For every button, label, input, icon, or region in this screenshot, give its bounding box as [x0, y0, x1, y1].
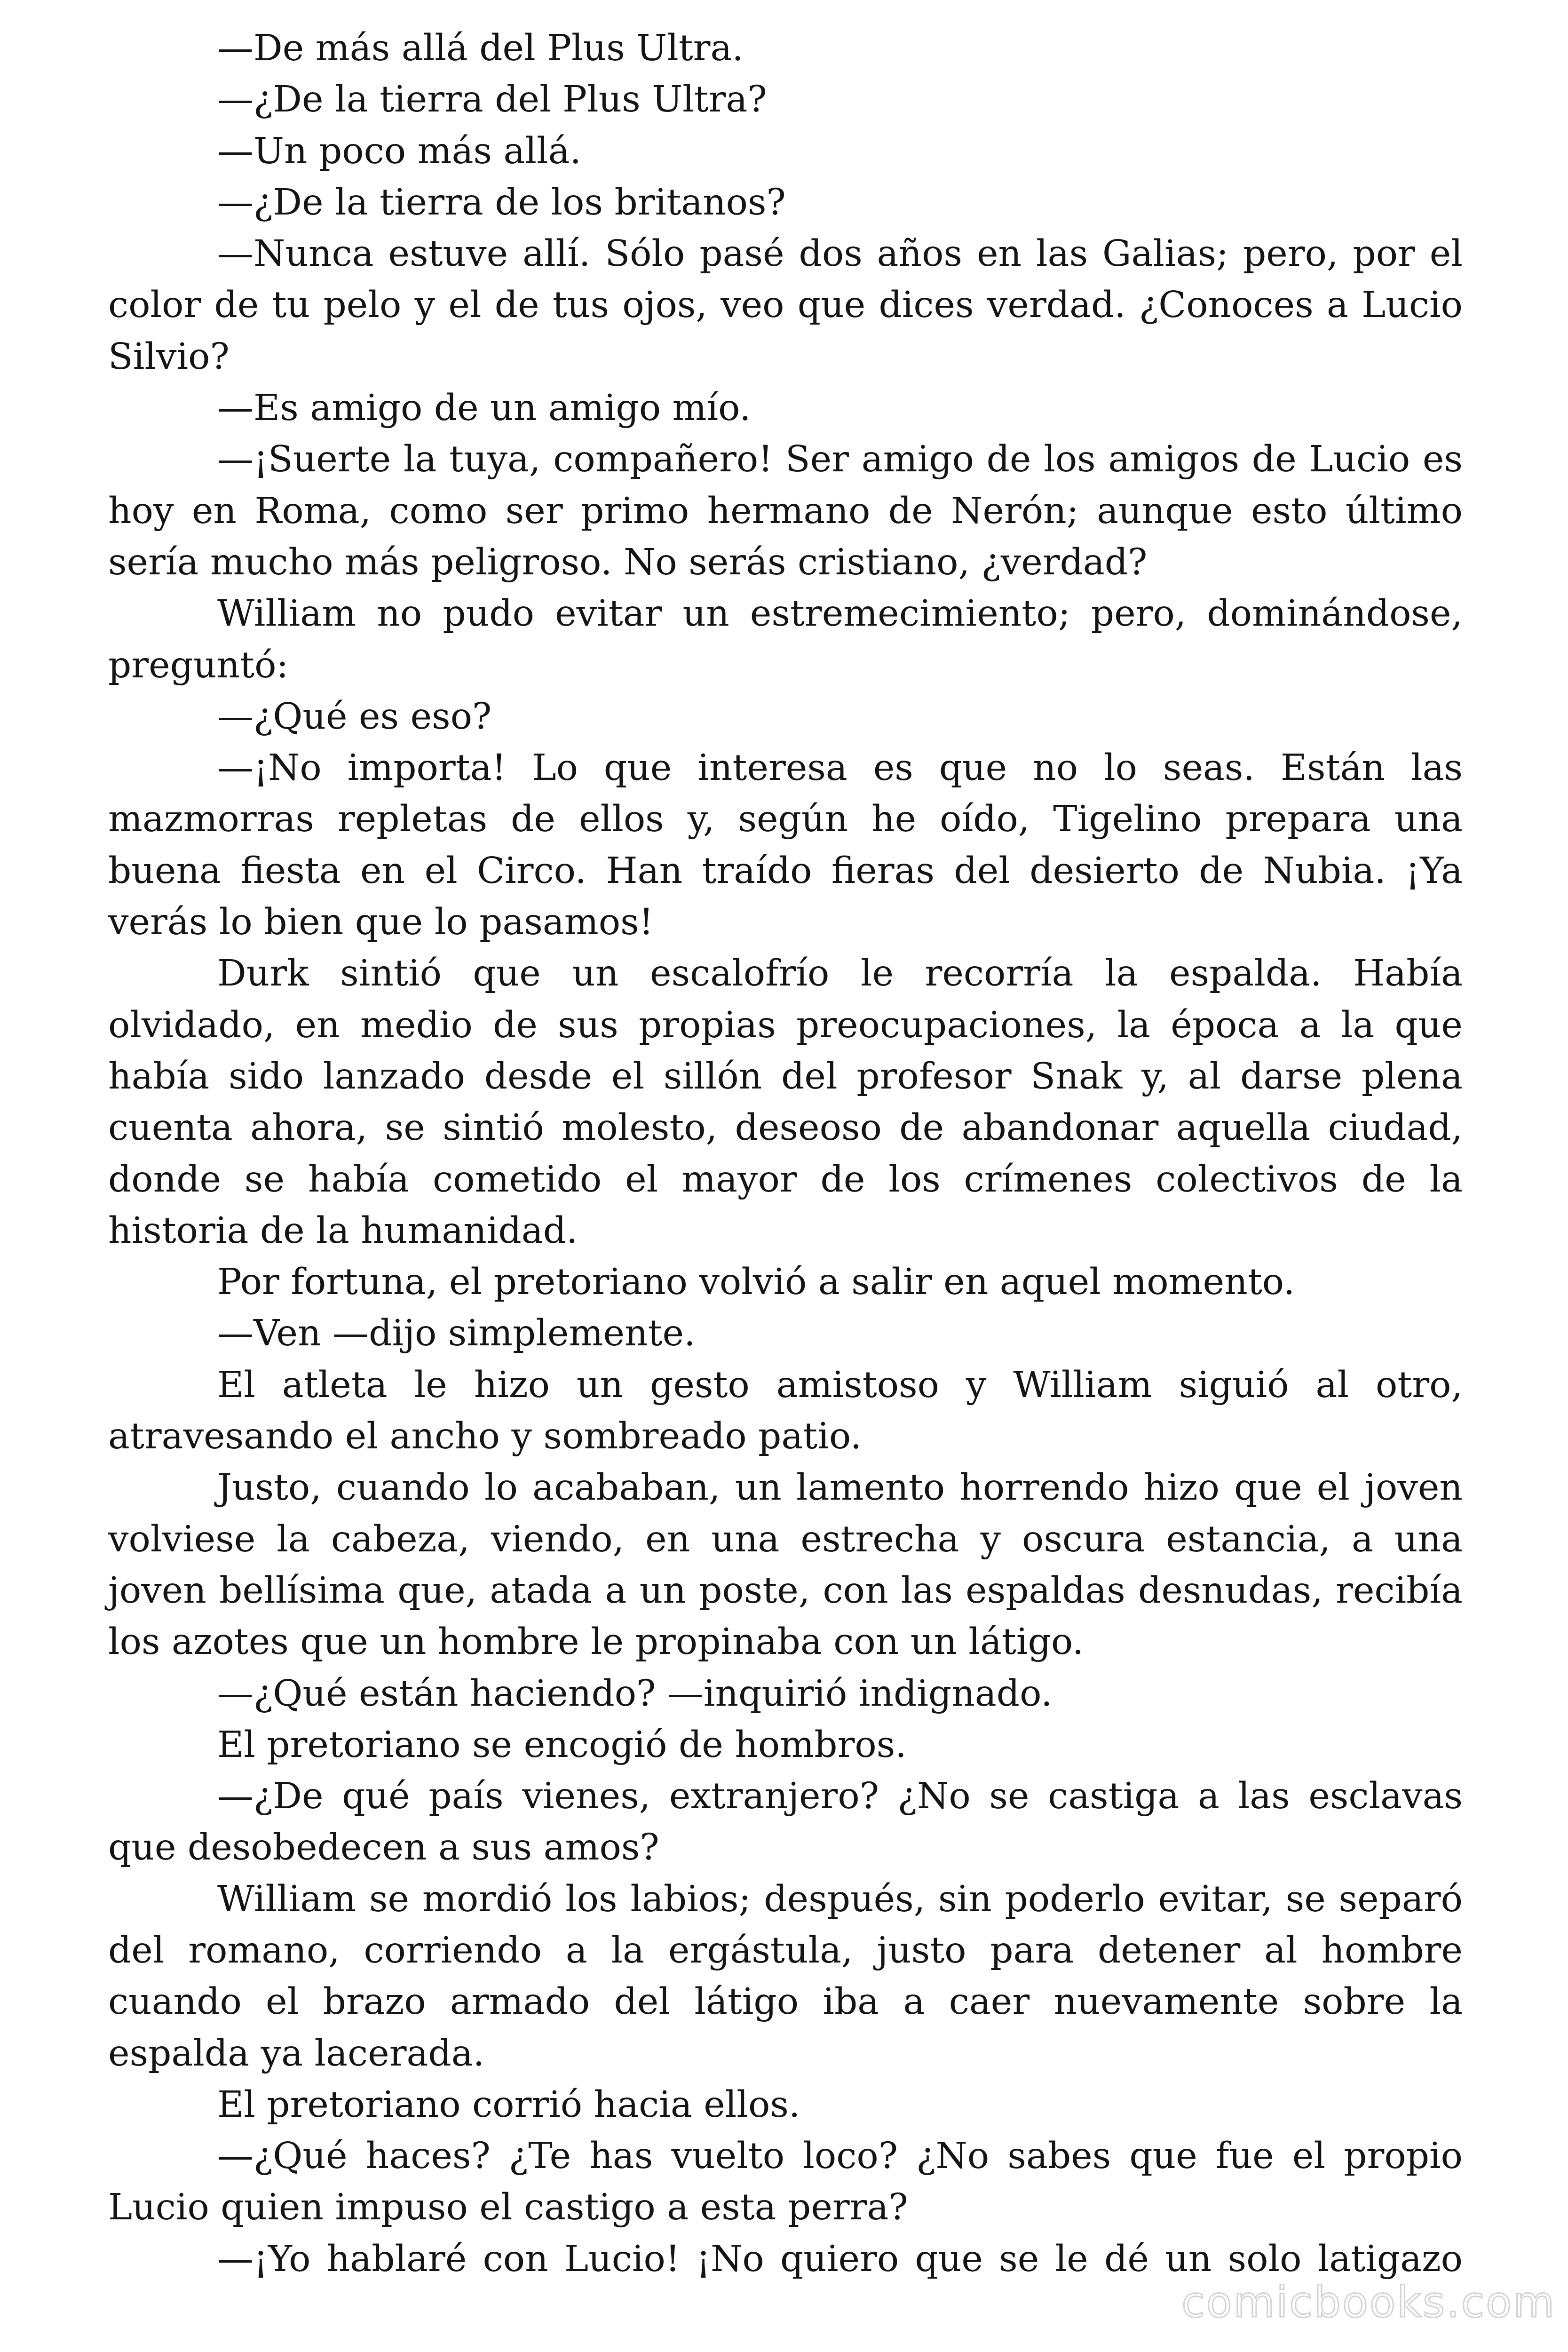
- paragraph: —Ven —dijo simplemente.: [217, 1312, 696, 1355]
- paragraph: —¡Suerte la tuya, compañero! Ser amigo de los amigos de Lucio es hoy en Roma, como ser primo hermano de Nerón; aunque esto último sería mucho más peligroso. No serás cristiano, ¿verdad?: [108, 438, 1463, 583]
- paragraph: —¿Qué están haciendo? —inquirió indignado.: [217, 1672, 1053, 1715]
- paragraph: —¿De la tierra de los britanos?: [217, 181, 786, 223]
- paragraph: —Nunca estuve allí. Sólo pasé dos años en las Galias; pero, por el color de tu pelo y el de tus ojos, veo que dices verdad. ¿Conoces a Lucio Silvio?: [108, 233, 1463, 378]
- paragraph: Justo, cuando lo acababan, un lamento horrendo hizo que el joven volviese la cabeza, viendo, en una estrecha y oscura estancia, a una joven bellísima que, atada a un poste, con las espaldas desnudas, recibía los azotes que un hombre le propinaba con un látigo.: [108, 1467, 1463, 1663]
- paragraph: El pretoriano corrió hacia ellos.: [217, 2083, 800, 2126]
- paragraph: —¡No importa! Lo que interesa es que no lo seas. Están las mazmorras repletas de ellos y, según he oído, Tigelino prepara una buena fiesta en el Circo. Han traído fieras del desierto de Nubia. ¡Ya verás lo bien que lo pasamos!: [108, 747, 1463, 944]
- paragraph: —Es amigo de un amigo mío.: [217, 387, 751, 429]
- paragraph: —¿De la tierra del Plus Ultra?: [217, 79, 767, 121]
- paragraph: —¿Qué es eso?: [217, 695, 492, 738]
- paragraph: El atleta le hizo un gesto amistoso y William siguió al otro, atravesando el ancho y sombreado patio.: [108, 1364, 1463, 1458]
- watermark-logo: comicbooks.com: [1181, 2278, 1556, 2327]
- paragraph: William no pudo evitar un estremecimiento; pero, dominándose, preguntó:: [108, 593, 1463, 686]
- paragraph: William se mordió los labios; después, sin poderlo evitar, se separó del romano, corriendo a la ergástula, justo para detener al hombre cuando el brazo armado del látigo iba a caer nuevamente sobre la espalda ya lacerada.: [108, 1878, 1463, 2074]
- paragraph: El pretoriano se encogió de hombros.: [217, 1724, 907, 1766]
- paragraph: Durk sintió que un escalofrío le recorría la espalda. Había olvidado, en medio de sus propias preocupaciones, la época a la que había sido lanzado desde el sillón del profesor Snak y, al darse plena cuenta ahora, se sintió molesto, deseoso de abandonar aquella ciudad, donde se había cometido el mayor de los crímenes colectivos de la historia de la humanidad.: [108, 953, 1463, 1252]
- paragraph: —¡Yo hablaré con Lucio! ¡No quiero que se le dé un solo latigazo: [217, 2238, 1463, 2280]
- paragraph: —¿De qué país vienes, extranjero? ¿No se castiga a las esclavas que desobedecen a sus amos?: [108, 1775, 1463, 1869]
- paragraph: —¿Qué haces? ¿Te has vuelto loco? ¿No sabes que fue el propio Lucio quien impuso el castigo a esta perra?: [108, 2135, 1463, 2229]
- paragraph: —Un poco más allá.: [217, 130, 582, 172]
- paragraph: Por fortuna, el pretoriano volvió a salir en aquel momento.: [217, 1261, 1295, 1303]
- body-text: [108, 23, 1463, 2285]
- paragraph: —De más allá del Plus Ultra.: [217, 27, 744, 69]
